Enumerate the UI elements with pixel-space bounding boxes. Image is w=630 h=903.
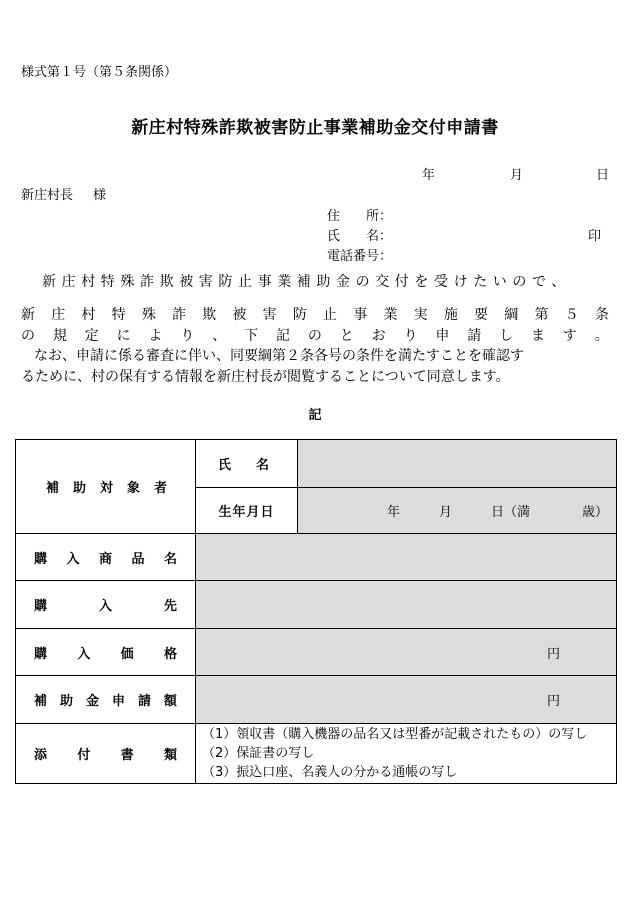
document-title: 新庄村特殊詐欺被害防止事業補助金交付申請書 <box>131 118 499 138</box>
subsidy-field[interactable] <box>196 676 617 724</box>
table-row <box>16 534 617 581</box>
addressee-name: 新庄村長 <box>21 188 74 203</box>
attachment-item: （3）振込口座、名義人の分かる通帳の写し <box>202 765 458 780</box>
store-field[interactable] <box>196 581 617 629</box>
body-para1-line2: 新 庄 村 特 殊 詐 欺 被 害 防 止 事 業 実 施 要 綱 第 ５ 条 <box>21 307 609 323</box>
date-day: 日 <box>596 168 610 183</box>
body-para1-line1: 新庄村特殊詐欺被害防止事業補助金の交付を受けたいので、 <box>42 274 571 290</box>
date-year: 年 <box>422 168 436 183</box>
birth-label: 生年月日 <box>218 505 275 520</box>
subsidy-label-cell <box>16 676 196 724</box>
seal-mark: 印 <box>588 229 602 244</box>
application-table <box>15 439 617 784</box>
price-label: 購 入 価 格 <box>34 646 177 662</box>
product-label: 購 入 商 品 名 <box>34 551 177 567</box>
name-field[interactable] <box>298 440 617 488</box>
price-unit: 円 <box>546 646 560 662</box>
table-row <box>16 724 617 784</box>
body-para2-line1: なお、申請に係る審査に伴い、同要綱第２条各号の条件を満たすことを確認す <box>34 348 524 364</box>
attachment-item: （1）領収書（購入機器の品名又は型番が記載されたもの）の写し <box>202 727 588 742</box>
addressee-honorific: 様 <box>93 188 107 203</box>
price-field[interactable] <box>196 629 617 676</box>
attach-label: 添 付 書 類 <box>34 748 177 763</box>
birth-field[interactable] <box>298 488 617 534</box>
attachments-cell <box>196 724 617 784</box>
applicant-name-label: 氏 名： <box>327 229 393 244</box>
store-label: 購 入 先 <box>34 599 177 614</box>
name-label: 氏 名 <box>217 458 275 473</box>
store-label-cell <box>16 581 196 629</box>
body-para1-line3: の 規 定 に よ り 、 下 記 の と お り 申 請 し ま す 。 <box>21 328 609 344</box>
attach-label-cell <box>16 724 196 784</box>
subsidy-label: 補 助 金 申 請 額 <box>34 694 177 709</box>
table-row <box>16 581 617 629</box>
addressee <box>21 184 106 203</box>
address-label: 住 所： <box>327 209 393 224</box>
product-field[interactable] <box>196 534 617 581</box>
date-month: 月 <box>510 168 524 183</box>
birth-label-cell <box>196 488 298 534</box>
target-label-cell <box>16 440 196 534</box>
ki-heading: 記 <box>308 408 322 423</box>
table-row <box>16 629 617 676</box>
product-label-cell <box>16 534 196 581</box>
phone-label: 電話番号： <box>327 249 393 264</box>
body-para2-line2: るために、村の保有する情報を新庄村長が閲覧することについて同意します。 <box>21 369 510 385</box>
name-label-cell <box>196 440 298 488</box>
form-number: 様式第１号（第５条関係） <box>21 65 178 80</box>
table-row <box>16 440 617 488</box>
target-label: 補 助 対 象 者 <box>46 481 167 496</box>
table-row <box>16 676 617 724</box>
birth-value: 年 月 日（満 歳） <box>386 505 608 520</box>
subsidy-unit: 円 <box>546 694 560 709</box>
attachment-item: （2）保証書の写し <box>202 746 315 761</box>
price-label-cell <box>16 629 196 676</box>
